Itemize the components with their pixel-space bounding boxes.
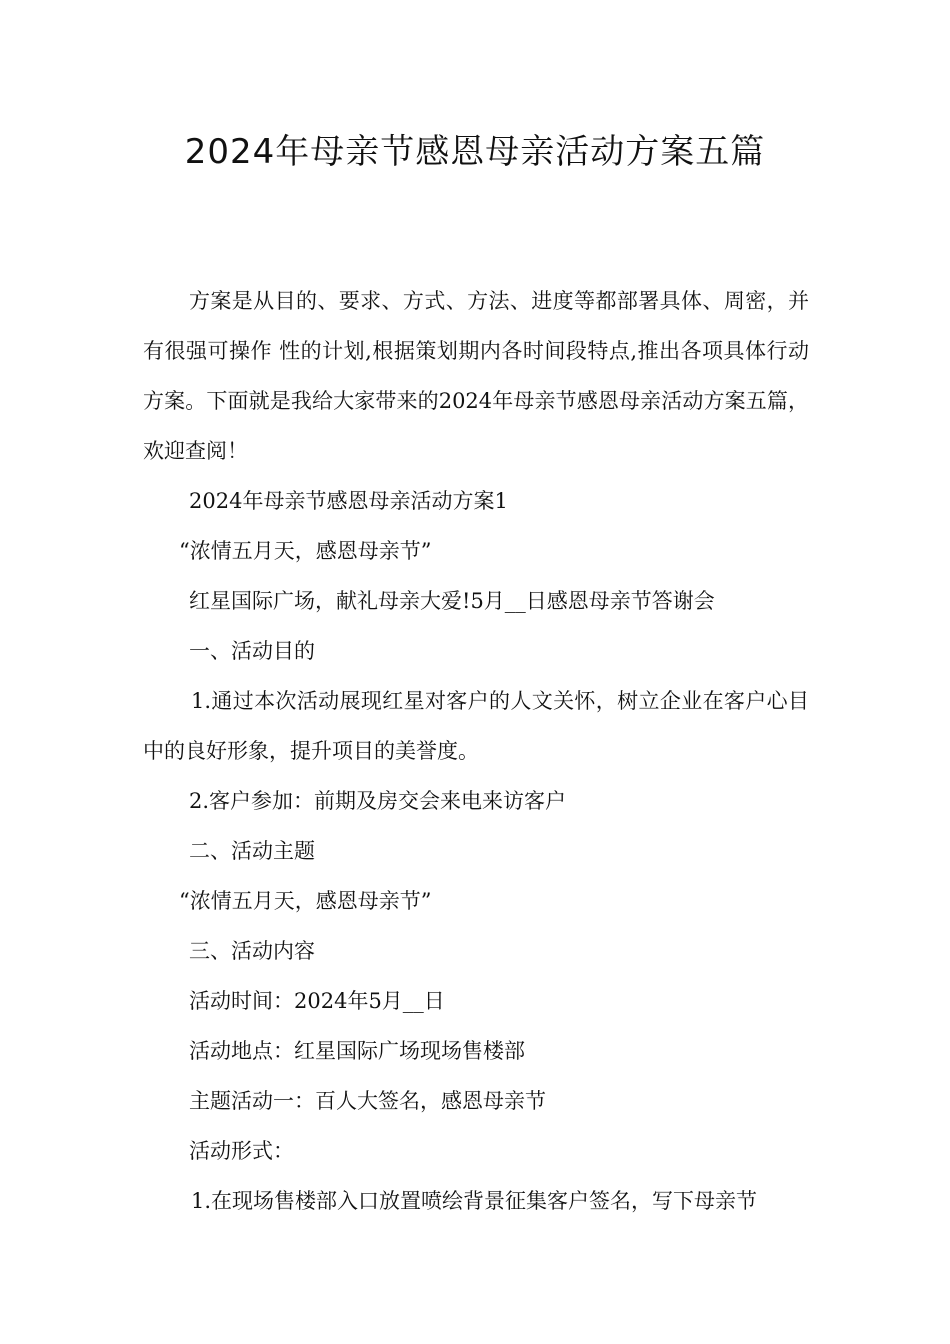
intro-paragraph: 方案是从目的、要求、方式、方法、进度等都部署具体、周密，并有很强可操作 性的计划,根据策划期内各时间段特点,推出各项具体行动方案。下面就是我给大家带来的2024年母亲节感恩母亲活动方案五篇，欢迎查阅！ [143,289,809,463]
paragraph: 2024年母亲节感恩母亲活动方案1 [189,489,508,513]
paragraph: “浓情五月天，感恩母亲节” [179,889,432,913]
paragraph: 1.在现场售楼部入口放置喷绘背景征集客户签名，写下母亲节 [191,1189,758,1213]
paragraph: “浓情五月天，感恩母亲节” [179,539,432,563]
paragraph: 活动时间：2024年5月__日 [189,989,445,1013]
paragraph: 主题活动一：百人大签名，感恩母亲节 [189,1089,546,1113]
paragraph: 1.通过本次活动展现红星对客户的人文关怀，树立企业在客户心目中的良好形象，提升项目的美誉度。 [143,689,809,763]
section-heading: 二、活动主题 [189,839,315,863]
paragraph: 2.客户参加：前期及房交会来电来访客户 [189,789,567,813]
section-heading: 三、活动内容 [189,939,315,963]
document-body [143,276,809,1226]
document-title: 2024年母亲节感恩母亲活动方案五篇 [184,132,766,172]
paragraph: 红星国际广场，献礼母亲大爱!5月__日感恩母亲节答谢会 [189,589,715,613]
paragraph: 活动地点：红星国际广场现场售楼部 [189,1039,525,1063]
paragraph: 活动形式： [189,1139,294,1163]
section-heading: 一、活动目的 [189,639,315,663]
